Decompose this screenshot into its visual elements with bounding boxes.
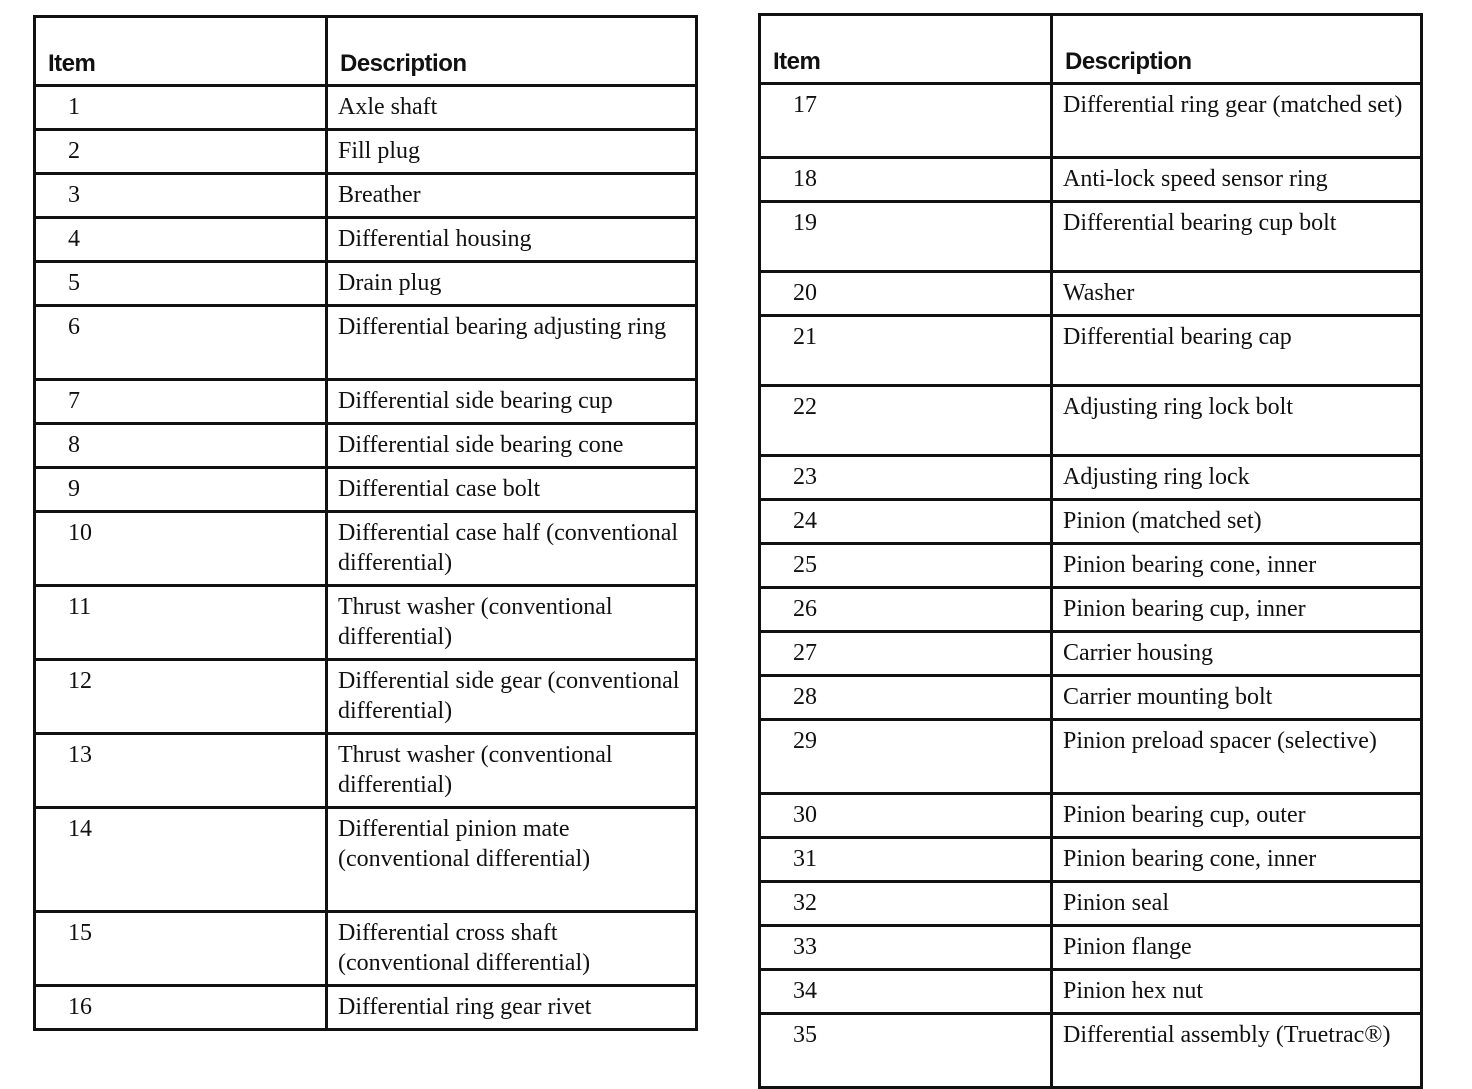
item-description: Differential housing <box>327 218 697 262</box>
item-header: Item <box>760 15 1052 84</box>
item-number: 34 <box>760 970 1052 1014</box>
item-description: Pinion bearing cone, inner <box>1052 544 1422 588</box>
table-row <box>760 84 1422 158</box>
item-description: Pinion bearing cup, inner <box>1052 588 1422 632</box>
item-number: 23 <box>760 456 1052 500</box>
table-row <box>35 424 697 468</box>
item-number: 30 <box>760 794 1052 838</box>
table-row <box>760 202 1422 272</box>
item-description: Differential ring gear rivet <box>327 986 697 1030</box>
item-number: 3 <box>35 174 327 218</box>
item-number: 11 <box>35 586 327 660</box>
item-description: Carrier housing <box>1052 632 1422 676</box>
table-row <box>760 632 1422 676</box>
table-row <box>760 676 1422 720</box>
table-row <box>35 306 697 380</box>
item-description: Differential bearing cap <box>1052 316 1422 386</box>
table-row <box>35 660 697 734</box>
item-number: 2 <box>35 130 327 174</box>
table-row <box>35 86 697 130</box>
item-number: 4 <box>35 218 327 262</box>
table-row <box>760 882 1422 926</box>
item-description: Anti-lock speed sensor ring <box>1052 158 1422 202</box>
table-row <box>760 970 1422 1014</box>
item-number: 35 <box>760 1014 1052 1088</box>
header-row <box>35 17 697 86</box>
parts-table-right <box>758 13 1423 1089</box>
item-number: 12 <box>35 660 327 734</box>
item-number: 19 <box>760 202 1052 272</box>
table-row <box>35 262 697 306</box>
table-row <box>35 380 697 424</box>
item-description: Pinion (matched set) <box>1052 500 1422 544</box>
item-description: Drain plug <box>327 262 697 306</box>
item-number: 33 <box>760 926 1052 970</box>
item-description: Adjusting ring lock <box>1052 456 1422 500</box>
table-row <box>35 586 697 660</box>
item-number: 10 <box>35 512 327 586</box>
table-row <box>760 500 1422 544</box>
table-row <box>35 912 697 986</box>
table-row <box>760 316 1422 386</box>
item-number: 7 <box>35 380 327 424</box>
table-row <box>35 174 697 218</box>
item-description: Adjusting ring lock bolt <box>1052 386 1422 456</box>
item-description: Differential cross shaft (conventional differential) <box>327 912 697 986</box>
item-description: Pinion bearing cup, outer <box>1052 794 1422 838</box>
table-row <box>760 1014 1422 1088</box>
table-row <box>35 808 697 912</box>
item-description: Differential assembly (Truetrac®) <box>1052 1014 1422 1088</box>
table-row <box>35 218 697 262</box>
item-number: 28 <box>760 676 1052 720</box>
item-number: 13 <box>35 734 327 808</box>
description-header: Description <box>1052 15 1422 84</box>
item-number: 1 <box>35 86 327 130</box>
item-description: Differential ring gear (matched set) <box>1052 84 1422 158</box>
item-description: Axle shaft <box>327 86 697 130</box>
item-number: 18 <box>760 158 1052 202</box>
item-number: 22 <box>760 386 1052 456</box>
item-description: Differential bearing adjusting ring <box>327 306 697 380</box>
item-description: Differential case bolt <box>327 468 697 512</box>
item-description: Pinion seal <box>1052 882 1422 926</box>
item-number: 24 <box>760 500 1052 544</box>
table-row <box>760 926 1422 970</box>
table-row <box>760 386 1422 456</box>
item-description: Washer <box>1052 272 1422 316</box>
item-description: Pinion bearing cone, inner <box>1052 838 1422 882</box>
table-row <box>760 456 1422 500</box>
item-description: Carrier mounting bolt <box>1052 676 1422 720</box>
item-description: Differential bearing cup bolt <box>1052 202 1422 272</box>
table-row <box>35 468 697 512</box>
item-description: Pinion hex nut <box>1052 970 1422 1014</box>
item-description: Pinion flange <box>1052 926 1422 970</box>
item-description: Differential case half (conventional differential) <box>327 512 697 586</box>
table-row <box>35 512 697 586</box>
item-description: Differential side bearing cone <box>327 424 697 468</box>
item-number: 29 <box>760 720 1052 794</box>
item-number: 20 <box>760 272 1052 316</box>
item-number: 25 <box>760 544 1052 588</box>
item-number: 21 <box>760 316 1052 386</box>
parts-table-left <box>33 15 698 1031</box>
table-row <box>35 734 697 808</box>
item-number: 31 <box>760 838 1052 882</box>
table-row <box>760 838 1422 882</box>
table-row <box>35 130 697 174</box>
header-row <box>760 15 1422 84</box>
item-description: Breather <box>327 174 697 218</box>
item-number: 6 <box>35 306 327 380</box>
table-row <box>760 794 1422 838</box>
item-number: 9 <box>35 468 327 512</box>
item-number: 8 <box>35 424 327 468</box>
item-description: Differential side bearing cup <box>327 380 697 424</box>
item-description: Thrust washer (conventional differential) <box>327 586 697 660</box>
description-header: Description <box>327 17 697 86</box>
table-row <box>760 720 1422 794</box>
table-row <box>760 158 1422 202</box>
item-number: 16 <box>35 986 327 1030</box>
item-number: 5 <box>35 262 327 306</box>
item-number: 32 <box>760 882 1052 926</box>
item-header: Item <box>35 17 327 86</box>
item-number: 17 <box>760 84 1052 158</box>
item-number: 27 <box>760 632 1052 676</box>
item-number: 14 <box>35 808 327 912</box>
table-row <box>760 544 1422 588</box>
table-row <box>760 588 1422 632</box>
table-row <box>760 272 1422 316</box>
item-description: Pinion preload spacer (selective) <box>1052 720 1422 794</box>
item-description: Fill plug <box>327 130 697 174</box>
item-number: 15 <box>35 912 327 986</box>
item-number: 26 <box>760 588 1052 632</box>
item-description: Differential pinion mate (conventional differential) <box>327 808 697 912</box>
table-row <box>35 986 697 1030</box>
item-description: Differential side gear (conventional differential) <box>327 660 697 734</box>
item-description: Thrust washer (conventional differential) <box>327 734 697 808</box>
